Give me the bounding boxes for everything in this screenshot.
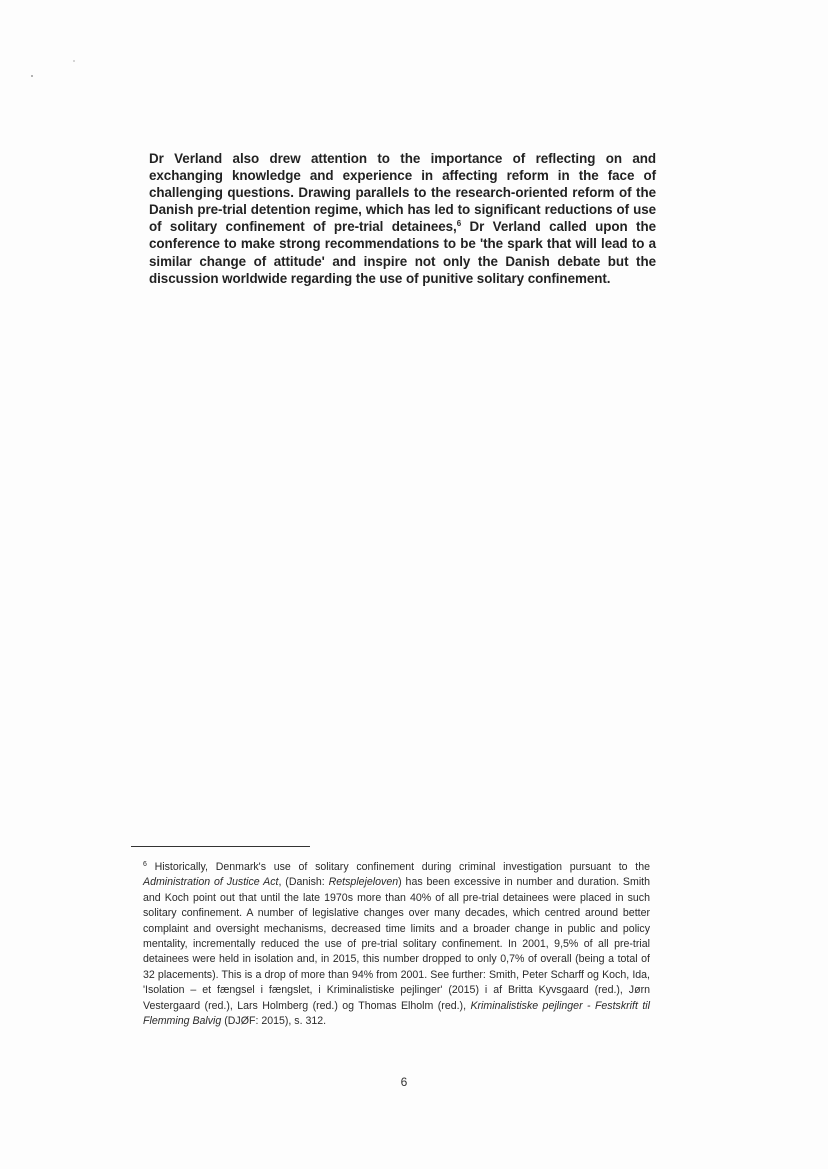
scan-speck bbox=[31, 75, 33, 77]
body-text-part-1: Dr Verland also drew attention to the importance of reflecting on and exchanging knowledge and experience in affecting reform in the face of challenging questions. Drawing parallels to the research-oriented reform of the Danish pre-trial detention regime, which has led to significant reductions of use of solitary confinement of pre-trial detainees, bbox=[149, 151, 656, 235]
body-text-part-2: Dr Verland called upon the conference to make strong recommendations to be 'the spark that will lead to a similar change of attitude' and inspire not only the Danish debate but the discussion worldwide regarding the use of punitive solitary confinement. bbox=[149, 219, 656, 286]
footnote-text: (DJØF: 2015), s. 312. bbox=[221, 1015, 327, 1028]
footnote-text: ) has been excessive in number and duration. Smith and Koch point out that until the late 1970s more than 40% of all pre-trial detainees were placed in such solitary confinement. A number of legislative changes over many decades, which centred around better complaint and oversight mechanisms, decreased time limits and a broader change in public and policy mentality, incrementally reduced the use of pre-trial solitary confinement. In 2001, 9,5% of all pre-trial detainees were held in isolation and, in 2015, this number dropped to only 0,7% of overall (being a total of 32 placements). This is a drop of more than 94% from 2001. See further: Smith, Peter Scharff og Koch, Ida, 'Isolation – et fængsel i fængslet, i Kriminalistiske pejlinger' (2015) i af Britta Kyvsgaard (red.), Jørn Vestergaard (red.), Lars Holmberg (red.) og Thomas Elholm (red.), bbox=[143, 876, 651, 1012]
footnote-separator bbox=[131, 846, 310, 847]
footnote-italic-danish-name: Retsplejeloven bbox=[328, 876, 399, 889]
footnote-text: Historically, Denmark's use of solitary confinement during criminal investigation pursuant to the bbox=[146, 861, 650, 873]
body-paragraph bbox=[149, 150, 656, 287]
footnote-reference[interactable]: 6 bbox=[456, 219, 462, 229]
footnote-italic-act: Administration of Justice Act bbox=[143, 876, 279, 889]
scan-speck bbox=[73, 60, 75, 62]
page-number: 6 bbox=[400, 1075, 408, 1089]
footnote bbox=[143, 860, 650, 1029]
footnote-text: , (Danish: bbox=[278, 876, 329, 889]
footnote-marker: 6 bbox=[143, 861, 147, 868]
footnote-italic-book-title: Kriminalistiske pejlinger - Festskrift til Flemming Balvig bbox=[143, 999, 650, 1028]
